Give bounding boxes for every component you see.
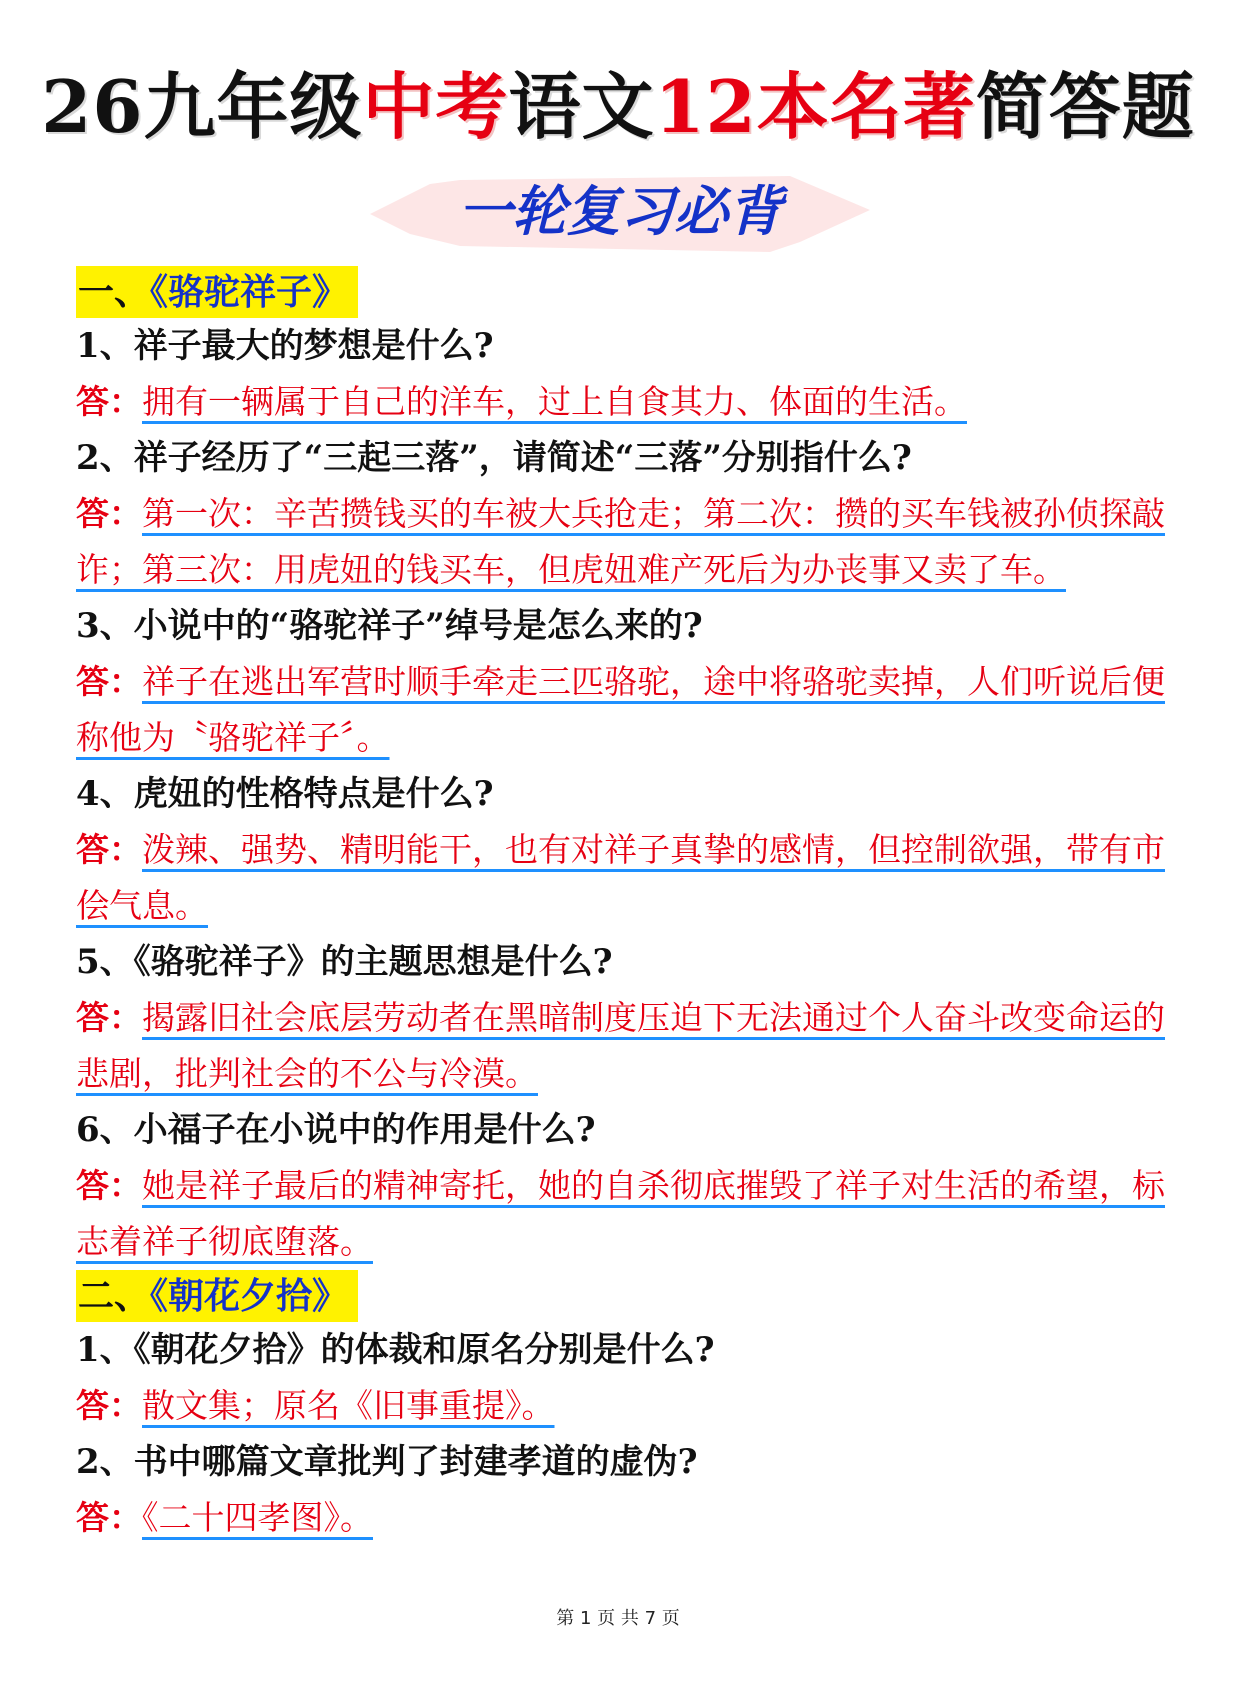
answer-text: 她是祥子最后的精神寄托，她的自杀彻底摧毁了祥子对生活的希望，标志着祥子彻底堕落。 [76,1166,1165,1261]
answer-label: 答： [76,1386,142,1425]
answer-text: 祥子在逃出军营时顺手牵走三匹骆驼，途中将骆驼卖掉，人们听说后便称他为〝骆驼祥子〞。 [76,662,1165,757]
answer-text: 《二十四孝图》。 [142,1498,373,1537]
title-part-exam: 中考 [362,64,509,149]
answer [76,654,1166,766]
answer [76,822,1166,934]
answer-text: 揭露旧社会底层劳动者在黑暗制度压迫下无法通过个人奋斗改变命运的悲剧，批判社会的不公与冷漠。 [76,998,1165,1093]
answer-text: 拥有一辆属于自己的洋车，过上自食其力、体面的生活。 [142,382,967,421]
section-heading [76,266,358,318]
answer-label: 答： [76,494,142,533]
title-part-type: 简答题 [975,64,1195,149]
answer [76,990,1166,1102]
answer [76,486,1166,598]
answer-label: 答： [76,830,142,869]
title-part-books: 12本名著 [654,64,976,149]
question: 1、《朝花夕拾》的体裁和原名分别是什么? [76,1330,715,1370]
answer [76,374,1166,430]
qa-content [76,266,1166,1546]
section-dawn-blossoms [76,1270,1166,1546]
section-number: 二、 [78,1275,151,1317]
question: 4、虎妞的性格特点是什么? [76,774,494,814]
subtitle-text: 一轮复习必背 [458,180,782,243]
section-book-title: 《朝花夕拾》 [150,1275,349,1317]
answer-label: 答： [76,1166,142,1205]
answer-text: 第一次：辛苦攒钱买的车被大兵抢走；第二次：攒的买车钱被孙侦探敲诈；第三次：用虎妞的钱买车，但虎妞难产死后为办丧事又卖了车。 [76,494,1165,589]
section-book-title: 《骆驼祥子》 [150,271,349,313]
question: 2、书中哪篇文章批判了封建孝道的虚伪? [76,1442,698,1482]
answer-text: 散文集；原名《旧事重提》。 [142,1386,555,1425]
question: 1、祥子最大的梦想是什么? [76,326,494,366]
answer [76,1378,1166,1434]
question: 2、祥子经历了“三起三落”，请简述“三落”分别指什么? [76,438,912,478]
question: 3、小说中的“骆驼祥子”绰号是怎么来的? [76,606,703,646]
section-number: 一、 [78,271,151,313]
page-number-footer: 第 1 页 共 7 页 [556,1608,680,1629]
title-part-subject: 语文 [508,64,655,149]
answer-label: 答： [76,1498,142,1537]
page-title [0,62,1236,152]
subtitle-banner [370,162,870,262]
answer-label: 答： [76,382,142,421]
title-part-grade: 26九年级 [41,64,363,149]
question: 5、《骆驼祥子》的主题思想是什么? [76,942,613,982]
answer-label: 答： [76,662,142,701]
answer [76,1490,1166,1546]
section-heading [76,1270,358,1322]
answer-label: 答： [76,998,142,1037]
section-camel-xiangzi [76,266,1166,1270]
question: 6、小福子在小说中的作用是什么? [76,1110,596,1150]
answer-text: 泼辣、强势、精明能干，也有对祥子真挚的感情，但控制欲强，带有市侩气息。 [76,830,1165,925]
answer [76,1158,1166,1270]
